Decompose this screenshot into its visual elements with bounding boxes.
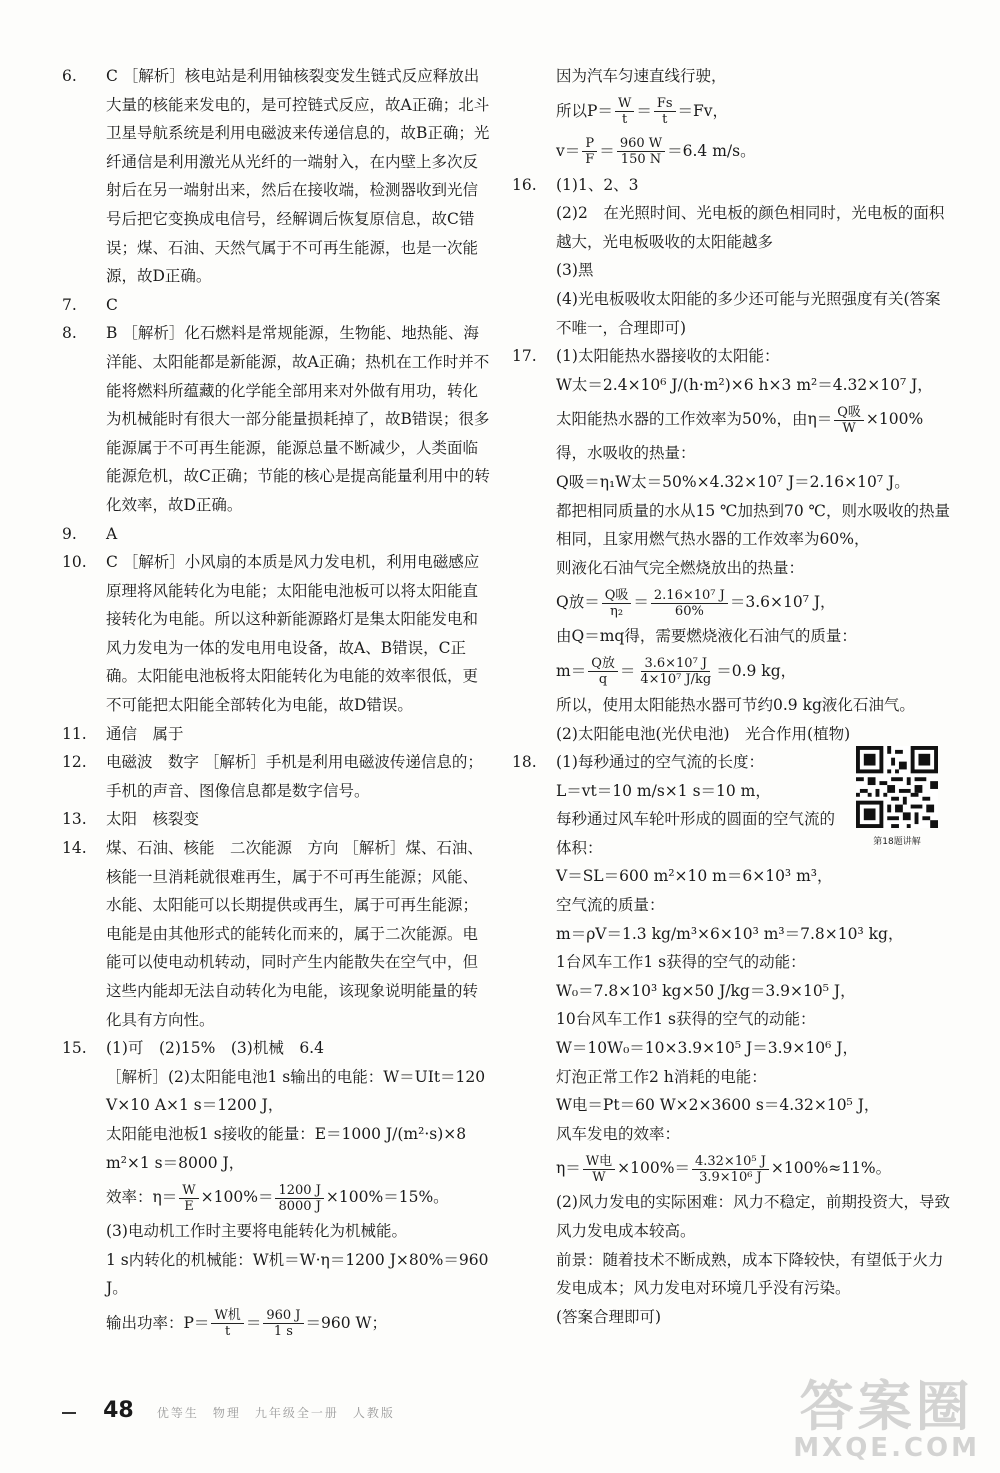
solution-line: (2)太阳能电池(光伏电池) 光合作用(植物) xyxy=(556,724,851,743)
solution-line: W₀＝7.8×10³ kg×50 J/kg＝3.9×10⁵ J， xyxy=(556,981,856,1000)
question-number: 13. xyxy=(62,810,87,829)
eq-text: ＝6.4 m/s。 xyxy=(667,141,756,160)
qr-code-graphic xyxy=(856,746,938,828)
fraction xyxy=(654,96,676,127)
solution-line: 得，水吸收的热量： xyxy=(556,444,696,463)
generator-efficiency-equation xyxy=(556,1148,952,1188)
numerator: 960 J xyxy=(263,1308,303,1324)
denominator: W xyxy=(592,1169,606,1185)
solution-line: 前景：随着技术不断成熟，成本下降较快，有望低于火力发电成本；风力发电对环境几乎没有污染。 xyxy=(556,1250,944,1298)
answer-text: C xyxy=(106,295,118,314)
page-number: 48 xyxy=(103,1398,134,1423)
fraction xyxy=(834,405,864,436)
footer-rule xyxy=(62,1412,76,1414)
solution-line: W电＝Pt＝60 W×2×3600 s＝4.32×10⁵ J， xyxy=(556,1096,880,1115)
solution-line: 太阳能电池板1 s接收的能量：E＝1000 J/(m²·s)×8 m²×1 s＝8000 J， xyxy=(106,1124,467,1172)
answer-10 xyxy=(62,548,492,720)
denominator: 1 s xyxy=(273,1324,293,1340)
eq-text: ＝0.9 kg， xyxy=(716,661,797,680)
fraction xyxy=(588,656,618,687)
denominator: W xyxy=(842,420,856,436)
solution-line: 1 s内转化的机械能：W机＝W·η＝1200 J×80%＝960 J。 xyxy=(106,1250,489,1298)
solution-line: (3)电动机工作时主要将电能转化为机械能。 xyxy=(106,1222,407,1241)
answer-text: 通信 属于 xyxy=(106,724,184,743)
numerator: Q吸 xyxy=(602,588,632,604)
fraction xyxy=(692,1154,769,1185)
answer-6 xyxy=(62,62,492,291)
fraction xyxy=(651,588,728,619)
answer-8 xyxy=(62,319,492,519)
numerator: 960 W xyxy=(617,136,665,152)
answer-text: B ［解析］化石燃料是常规能源，生物能、地热能、海洋能、太阳能都是新能源，故A正确；热机在工作时并不能将燃料所蕴藏的化学能全部用来对外做有用功，转化为机械能时有很大一部分能量损耗掉了，故B错误；很多能源属于不可再生能源，能源总量不断减少，人类面临能源危机，故C正确；节能的核心是提高能量利用中的转化效率，故D正确。 xyxy=(106,324,490,514)
answer-text: (1)可 (2)15% (3)机械 6.4 xyxy=(106,1039,324,1058)
watermark-logo xyxy=(793,1364,980,1463)
eq-text: ×100% xyxy=(865,410,924,429)
solution-line: L＝vt＝10 m/s×1 s＝10 m， xyxy=(556,781,771,800)
eq-text: v＝ xyxy=(556,141,581,160)
eq-text: 太阳能热水器的工作效率为50%，由η＝ xyxy=(556,410,833,429)
question-number: 9. xyxy=(62,524,77,543)
denominator: F xyxy=(585,152,595,168)
eq-text: ＝ xyxy=(599,141,615,160)
question-number: 10. xyxy=(62,553,87,572)
solution-line: V＝SL＝600 m²×10 m＝6×10³ m³， xyxy=(556,867,833,886)
eq-text: 输出功率：P＝ xyxy=(106,1313,210,1332)
solution-line: (3)黑 xyxy=(556,261,594,280)
fraction xyxy=(602,588,632,619)
question-number: 6. xyxy=(62,67,77,85)
solution-line: 都把相同质量的水从15 ℃加热到70 ℃，则水吸收的热量相同，且家用燃气热水器的工作效率为60%， xyxy=(556,501,950,549)
eq-text: ＝ xyxy=(636,101,652,120)
eq-text: ×100%＝ xyxy=(200,1188,274,1207)
denominator: η₂ xyxy=(610,603,624,619)
solution-line: (1)1、2、3 xyxy=(556,175,639,194)
eq-text: Q放＝ xyxy=(556,593,600,612)
numerator: 3.6×10⁷ J xyxy=(641,656,710,672)
eq-text: ×100%＝15%。 xyxy=(325,1188,449,1207)
answer-15 xyxy=(62,1034,492,1343)
solution-line: (答案合理即可) xyxy=(556,1307,662,1326)
numerator: W机 xyxy=(211,1308,243,1324)
question-number: 12. xyxy=(62,753,87,772)
numerator: Q吸 xyxy=(834,405,864,421)
eq-text: ＝ xyxy=(633,593,649,612)
solution-line: ［解析］(2)太阳能电池1 s输出的电能：W＝UIt＝120 V×10 A×1 s＝1200 J， xyxy=(106,1067,486,1115)
power-equation xyxy=(106,1303,492,1343)
denominator: 150 N xyxy=(620,152,662,168)
solution-line: (1)太阳能热水器接收的太阳能： xyxy=(556,347,780,366)
right-column xyxy=(512,62,952,1331)
solution-line: (4)光电板吸收太阳能的多少还可能与光照强度有关(答案不唯一，合理即可) xyxy=(556,289,941,337)
eq-text: m＝ xyxy=(556,661,587,680)
answer-text: C ［解析］核电站是利用铀核裂变发生链式反应释放出大量的核能来发电的，是可控链式反应，故A正确；北斗卫星导航系统是利用电磁波来传递信息的，故B正确；光纤通信是利用激光从光纤的一端射入，在内壁上多次反射后在另一端射出来，然后在接收端，检测器收到光信号后把它变换成电信号，经解调后恢复原信息，故C错误；煤、石油、天然气属于不可再生能源，也是一次能源，故D正确。 xyxy=(106,67,490,286)
solution-line: W＝10W₀＝10×3.9×10⁵ J＝3.9×10⁶ J， xyxy=(556,1039,858,1058)
answer-7 xyxy=(62,291,492,320)
solution-line: 空气流的质量： xyxy=(556,896,665,915)
fraction xyxy=(583,1154,615,1185)
power-equation xyxy=(556,91,952,131)
eq-text: ×100%≈11%。 xyxy=(770,1159,892,1178)
question-number: 7. xyxy=(62,295,77,314)
solution-line: (2)风力发电的实际困难：风力不稳定，前期投资大，导致风力发电成本较高。 xyxy=(556,1193,950,1240)
denominator: E xyxy=(184,1198,194,1214)
eq-text: 所以P＝ xyxy=(556,101,613,120)
eq-text: ×100%＝ xyxy=(617,1159,690,1178)
answer-text: C ［解析］小风扇的本质是风力发电机，利用电磁感应原理将风能转化为电能；太阳能电池板可以将太阳能直接转化为电能。所以这种新能源路灯是集太阳能发电和风力发电为一体的发电用电设备，故A、B错误，C正确。太阳能电池板将太阳能转化为电能的效率很低，更不可能把太阳能全部转化为电能，故D错误。 xyxy=(106,553,480,715)
numerator: Q放 xyxy=(588,656,618,672)
answer-12 xyxy=(62,748,492,805)
watermark-title: 答案圈 xyxy=(799,1375,974,1438)
efficiency-equation xyxy=(556,399,952,439)
eq-text: ＝ xyxy=(245,1313,262,1332)
numerator: 2.16×10⁷ J xyxy=(651,588,728,604)
fraction xyxy=(615,96,634,127)
efficiency-equation xyxy=(106,1177,492,1217)
qr-caption: 第18题讲解 xyxy=(873,837,921,847)
numerator: 4.32×10⁵ J xyxy=(692,1154,769,1170)
answer-text: 电磁波 数字 ［解析］手机是利用电磁波传递信息的；手机的声音、图像信息都是数字信号。 xyxy=(106,753,483,800)
eq-text: ＝ xyxy=(619,661,636,680)
numerator: P xyxy=(582,136,597,152)
mass-equation xyxy=(556,651,952,691)
solution-line: 1台风车工作1 s获得的空气的动能： xyxy=(556,953,806,972)
watermark-url: MXQE.COM xyxy=(793,1433,980,1463)
solution-line: 因为汽车匀速直线行驶， xyxy=(556,67,727,85)
solution-line: 所以，使用太阳能热水器可节约0.9 kg液化石油气。 xyxy=(556,695,915,714)
solution-line: m＝ρV＝1.3 kg/m³×6×10³ m³＝7.8×10³ kg， xyxy=(556,924,904,943)
answer-text: 太阳 核裂变 xyxy=(106,810,200,829)
solution-line: 风车发电的效率： xyxy=(556,1124,681,1143)
denominator: 60% xyxy=(674,603,704,619)
solution-line: 10台风车工作1 s获得的空气的动能： xyxy=(556,1010,816,1029)
fraction xyxy=(637,656,714,687)
eq-text: ＝960 W； xyxy=(305,1313,387,1332)
answer-text: A xyxy=(106,524,118,543)
answer-11 xyxy=(62,720,492,749)
denominator: 8000 J xyxy=(278,1198,321,1214)
eq-text: 效率：η＝ xyxy=(106,1188,178,1207)
q18-narrow-block xyxy=(556,748,846,891)
speed-equation xyxy=(556,131,952,171)
answer-14 xyxy=(62,834,492,1034)
solution-line: (1)每秒通过的空气流的长度： xyxy=(556,753,764,772)
fraction xyxy=(211,1308,243,1339)
numerator: W电 xyxy=(583,1154,615,1170)
solution-line: 则液化石油气完全燃烧放出的热量： xyxy=(556,558,805,577)
denominator: 3.9×10⁶ J xyxy=(699,1169,762,1185)
solution-line: (2)2 在光照时间、光电板的颜色相同时，光电板的面积越大，光电板吸收的太阳能越多 xyxy=(556,204,945,251)
heat-equation xyxy=(556,582,952,622)
qr-code-icon[interactable] xyxy=(856,746,938,828)
fraction xyxy=(263,1308,303,1339)
numerator: 1200 J xyxy=(275,1183,323,1199)
solution-line: W太＝2.4×10⁶ J/(h·m²)×6 h×3 m²＝4.32×10⁷ J， xyxy=(556,375,933,394)
question-number: 17. xyxy=(512,347,537,366)
question-number: 8. xyxy=(62,324,77,343)
answer-15-continued xyxy=(512,62,952,171)
book-title: 优等生 物理 九年级全一册 人教版 xyxy=(156,1406,395,1420)
solution-line: 灯泡正常工作2 h消耗的电能： xyxy=(556,1067,767,1086)
numerator: W xyxy=(179,1183,198,1199)
answer-17 xyxy=(512,342,952,748)
numerator: Fs xyxy=(654,96,676,112)
fraction xyxy=(582,136,597,167)
numerator: W xyxy=(615,96,634,112)
question-number: 16. xyxy=(512,175,537,194)
answer-16 xyxy=(512,171,952,343)
denominator: 4×10⁷ J/kg xyxy=(640,672,712,688)
fraction xyxy=(275,1183,323,1214)
solution-line: 每秒通过风车轮叶形成的圆面的空气流的体积： xyxy=(556,810,836,857)
question-number: 18. xyxy=(512,753,537,772)
denominator: t xyxy=(225,1324,231,1340)
question-number: 15. xyxy=(62,1039,87,1058)
fraction xyxy=(179,1183,198,1214)
answer-13 xyxy=(62,805,492,834)
eq-text: ＝Fv， xyxy=(677,101,729,120)
left-column xyxy=(62,62,492,1343)
page-footer xyxy=(62,1398,395,1423)
answer-text: 煤、石油、核能 二次能源 方向 ［解析］煤、石油、核能一旦消耗就很难再生，属于不可再生能源；风能、水能、太阳能可以长期提供或再生，属于可再生能源；电能是由其他形式的能转化而来的，属于二次能源。电能可以使电动机转动，同时产生内能散失在空气中，但这些内能却无法自动转化为电能，该现象说明能量的转化具有方向性。 xyxy=(106,839,483,1029)
eq-text: η＝ xyxy=(556,1159,581,1178)
denominator: q xyxy=(598,672,608,688)
solution-line: Q吸＝η₁W太＝50%×4.32×10⁷ J＝2.16×10⁷ J。 xyxy=(556,472,910,491)
eq-text: ＝3.6×10⁷ J， xyxy=(729,593,836,612)
question-number: 14. xyxy=(62,839,87,858)
solution-line: 由Q＝mq得，需要燃烧液化石油气的质量： xyxy=(556,627,857,646)
denominator: t xyxy=(662,112,668,128)
fraction xyxy=(617,136,665,167)
answer-9 xyxy=(62,520,492,549)
question-number: 11. xyxy=(62,724,87,743)
denominator: t xyxy=(622,112,628,128)
